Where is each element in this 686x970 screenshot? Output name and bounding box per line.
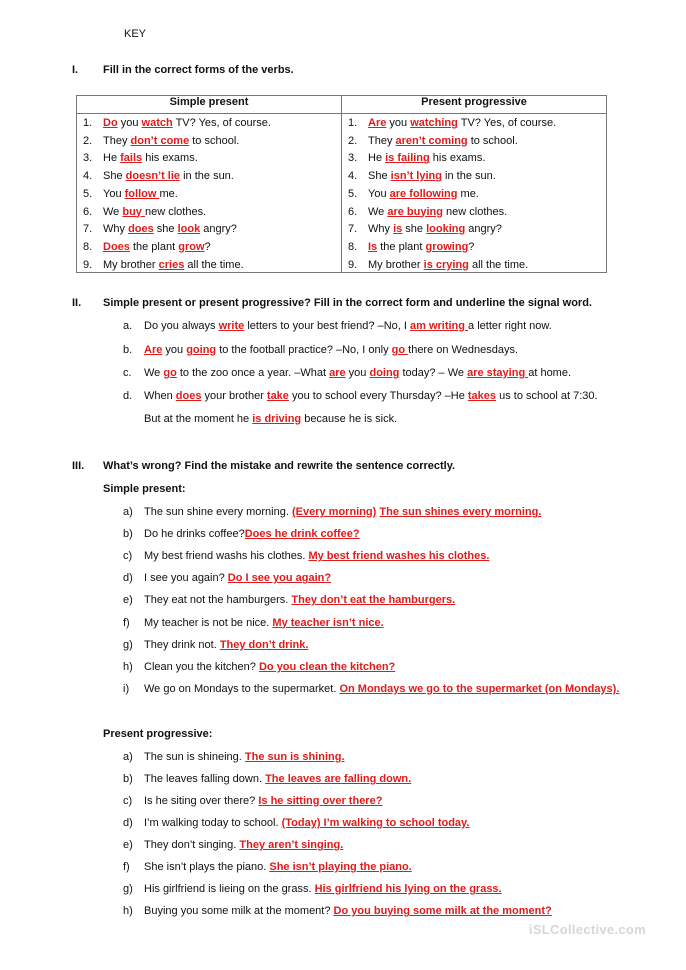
section-3-number: III. [72, 460, 85, 472]
answer-text: grow [178, 240, 205, 253]
item-label: c. [123, 367, 132, 379]
item-label: 9. [348, 258, 358, 271]
present-progressive-row [348, 188, 479, 206]
sentence-text: My best friend washs his clothes. [144, 550, 309, 563]
subheading-simple-present: Simple present: [103, 483, 186, 495]
simple-present-correction [123, 594, 455, 606]
section-3-title: What’s wrong? Find the mistake and rewrite the sentence correctly. [103, 460, 456, 472]
answer-text: does [128, 223, 154, 236]
exercise-2-item [123, 344, 518, 356]
answer-text: is failing [385, 152, 430, 165]
present-progressive-correction [123, 905, 552, 917]
answer-text: are [329, 367, 346, 379]
item-label: 3. [348, 152, 358, 165]
answer-text: growing [425, 240, 469, 253]
answer-text: go [391, 344, 409, 356]
watermark: iSLCollective.com [528, 922, 646, 937]
sentence-text: letters to your best friend? –No, I [244, 320, 410, 332]
sentence-text: She [103, 170, 126, 183]
answer-text: buy [122, 205, 145, 218]
sentence-text: TV? Yes, of course. [457, 117, 557, 129]
answer-text: They don’t drink. [219, 638, 309, 651]
answer-text: (Every morning) [291, 506, 377, 518]
answer-text: Are [144, 344, 163, 356]
answer-text: doing [369, 367, 400, 379]
sentence-text: his exams. [429, 152, 486, 165]
answer-text: is crying [423, 258, 469, 271]
subheading-present-progressive: Present progressive: [103, 728, 213, 740]
item-label: 4. [348, 170, 358, 183]
answer-text: On Mondays we go to the supermarket (on Mondays). [339, 682, 620, 695]
header-simple-present: Simple present [77, 96, 342, 114]
present-progressive-correction [123, 883, 502, 895]
item-label: d) [123, 817, 133, 829]
sentence-text: My brother [103, 258, 159, 271]
sentence-text: You [103, 187, 125, 200]
sentence-text: your brother [201, 390, 267, 402]
present-progressive-correction [123, 773, 411, 785]
answer-text: go [163, 367, 177, 379]
sentence-text: you [117, 117, 142, 129]
sentence-text: TV? Yes, of course. [172, 117, 271, 129]
answer-text: Is [368, 240, 378, 253]
item-label: a) [123, 751, 133, 763]
item-label: 2. [83, 134, 93, 147]
sentence-text: We [368, 205, 388, 218]
exercise-2-item [123, 320, 552, 332]
sentence-text: But at the moment he [144, 413, 253, 425]
answer-text: don’t come [130, 134, 190, 147]
item-label: b) [123, 773, 133, 785]
sentence-text: You [368, 187, 390, 200]
sentence-text: to school. [467, 134, 518, 147]
item-label: 5. [83, 187, 93, 200]
answer-text: aren’t coming [395, 134, 468, 147]
simple-present-row [83, 223, 237, 241]
sentence-text: When [144, 390, 176, 402]
answer-text: are buying [387, 205, 443, 218]
answer-text: They don’t eat the hamburgers. [291, 594, 456, 607]
answer-text: They aren’t singing. [239, 839, 344, 851]
item-label: h) [123, 905, 133, 917]
answer-text: Are [368, 117, 387, 129]
section-1-title: Fill in the correct forms of the verbs. [103, 64, 294, 76]
item-label: f) [123, 861, 130, 873]
answer-text: Is he sitting over there? [258, 795, 383, 807]
sentence-text: she [153, 223, 178, 236]
sentence-text: she [402, 223, 427, 236]
answer-text: are staying [467, 367, 529, 379]
simple-present-row [83, 135, 239, 153]
answer-text: fails [120, 152, 143, 165]
sentence-text: in the sun. [180, 170, 234, 183]
sentence-text: the plant [377, 240, 426, 253]
simple-present-column [77, 114, 341, 272]
item-label: 3. [83, 152, 93, 165]
answer-text: The sun is shining. [244, 751, 345, 763]
sentence-text: you [386, 117, 411, 129]
answer-text: watching [410, 117, 458, 129]
section-2-title: Simple present or present progressive? Fill in the correct form and underline the signal word. [103, 297, 592, 309]
item-label: b) [123, 528, 133, 541]
present-progressive-row [348, 135, 518, 153]
sentence-text: The leaves falling down. [144, 773, 266, 785]
section-2-number: II. [72, 297, 82, 309]
sentence-text: ? [204, 240, 211, 253]
sentence-text: They eat not the hamburgers. [144, 594, 292, 607]
sentence-text: Buying you some milk at the moment? [144, 905, 334, 917]
answer-text: The leaves are falling down. [265, 773, 412, 785]
sentence-text: Do he drinks coffee? [144, 528, 245, 541]
item-label: 1. [348, 117, 358, 129]
answer-text: take [266, 390, 289, 402]
item-label: 8. [83, 240, 93, 253]
simple-present-row [83, 241, 211, 259]
sentence-text: all the time. [468, 258, 529, 271]
sentence-text: My teacher is not be nice. [144, 616, 273, 629]
item-label: 5. [348, 187, 358, 200]
sentence-text: They [368, 134, 396, 147]
item-label: e) [123, 839, 133, 851]
answer-text: write [218, 320, 245, 332]
simple-present-correction [123, 506, 541, 518]
present-progressive-row [348, 259, 528, 277]
item-label: 6. [83, 205, 93, 218]
sentence-text: new clothes. [442, 205, 508, 218]
sentence-text: there on Wednesdays. [408, 344, 519, 356]
sentence-text: me. [159, 187, 178, 200]
item-label: g) [123, 638, 133, 651]
answer-text: My best friend washes his clothes. [308, 550, 490, 563]
sentence-text: to the zoo once a year. –What [176, 367, 330, 379]
answer-text: look [177, 223, 201, 236]
simple-present-correction [123, 550, 489, 562]
sentence-text: the plant [129, 240, 179, 253]
sentence-text: because he is sick. [301, 413, 398, 425]
present-progressive-column [342, 114, 606, 272]
answer-text: doesn’t lie [125, 170, 181, 183]
sentence-text: They don’t singing. [144, 839, 240, 851]
answer-text: are following [389, 187, 458, 200]
sentence-text: in the sun. [441, 170, 496, 183]
simple-present-correction [123, 528, 360, 540]
answer-text: takes [467, 390, 497, 402]
sentence-text: at home. [528, 367, 572, 379]
item-label: 6. [348, 205, 358, 218]
key-label: KEY [124, 28, 147, 40]
simple-present-row [83, 259, 244, 277]
answer-text: does [175, 390, 202, 402]
present-progressive-correction [123, 795, 382, 807]
answer-text: follow [124, 187, 160, 200]
sentence-text: all the time. [184, 258, 244, 271]
sentence-text: to the football practice? –No, I only [216, 344, 392, 356]
exercise-2-item [123, 413, 397, 425]
present-progressive-row [348, 170, 496, 188]
sentence-text: angry? [200, 223, 237, 236]
sentence-text: We [144, 367, 164, 379]
simple-present-correction [123, 572, 331, 584]
sentence-text: new clothes. [144, 205, 207, 218]
exercise-2-item [123, 390, 598, 402]
item-label: d) [123, 572, 133, 585]
sentence-text: I see you again? [144, 572, 228, 585]
simple-present-row [83, 117, 271, 135]
sentence-text: Do you always [144, 320, 219, 332]
sentence-text: Clean you the kitchen? [144, 660, 259, 673]
present-progressive-row [348, 241, 474, 259]
answer-text: is driving [252, 413, 302, 425]
item-label: c) [123, 795, 133, 807]
answer-text: Do [103, 117, 118, 129]
item-label: 7. [348, 223, 358, 236]
answer-text: Do I see you again? [227, 572, 332, 585]
item-label: i) [123, 682, 130, 695]
present-progressive-correction [123, 817, 469, 829]
present-progressive-correction [123, 839, 343, 851]
sentence-text: The sun shine every morning. [144, 506, 292, 518]
sentence-text: you [345, 367, 370, 379]
item-label: 8. [348, 240, 358, 253]
sentence-text: He [368, 152, 386, 165]
sentence-text: They [103, 134, 131, 147]
item-label: a. [123, 320, 133, 332]
answer-text: (Today) I’m walking to school today. [281, 817, 470, 829]
sentence-text: My brother [368, 258, 424, 271]
present-progressive-row [348, 117, 556, 135]
sentence-text: The sun is shineing. [144, 751, 245, 763]
exercise-2-item [123, 367, 571, 379]
item-label: a) [123, 506, 133, 518]
answer-text: She isn’t playing the piano. [269, 861, 412, 873]
present-progressive-row [348, 206, 507, 224]
item-label: c) [123, 550, 133, 563]
simple-present-row [83, 188, 178, 206]
sentence-text: to school. [189, 134, 240, 147]
item-label: 9. [83, 258, 93, 271]
item-label: h) [123, 660, 133, 673]
answer-text: The sun shines every morning. [379, 506, 542, 518]
sentence-text: you [162, 344, 187, 356]
sentence-text: me. [457, 187, 479, 200]
sentence-text: us to school at 7:30. [496, 390, 598, 402]
sentence-text: We [103, 205, 123, 218]
simple-present-row [83, 206, 206, 224]
item-label: d. [123, 390, 133, 402]
answer-text: looking [426, 223, 466, 236]
simple-present-row [83, 170, 234, 188]
sentence-text: his exams. [142, 152, 198, 165]
sentence-text: Is he siting over there? [144, 795, 259, 807]
simple-present-correction [123, 683, 619, 695]
answer-text: Does [103, 240, 130, 253]
sentence-text: Why [368, 223, 394, 236]
sentence-text: you to school every Thursday? –He [288, 390, 468, 402]
answer-text: Do you clean the kitchen? [258, 660, 396, 673]
simple-present-correction [123, 617, 384, 629]
present-progressive-row [348, 223, 502, 241]
sentence-text: Why [103, 223, 129, 236]
sentence-text: a letter right now. [468, 320, 552, 332]
header-present-progressive: Present progressive [342, 96, 607, 114]
sentence-text: today? – We [399, 367, 468, 379]
answer-text: Does he drink coffee? [244, 528, 360, 541]
item-label: 4. [83, 170, 93, 183]
item-label: 1. [83, 117, 93, 129]
answer-text: My teacher isn’t nice. [272, 616, 384, 629]
sentence-text: She [368, 170, 391, 183]
item-label: 7. [83, 223, 93, 236]
sentence-text: We go on Mondays to the supermarket. [144, 682, 340, 695]
item-label: e) [123, 594, 133, 607]
section-1-number: I. [72, 64, 79, 76]
present-progressive-correction [123, 751, 345, 763]
answer-text: His girlfriend his lying on the grass. [314, 883, 502, 895]
item-label: f) [123, 616, 130, 629]
simple-present-correction [123, 639, 308, 651]
sentence-text: ? [468, 240, 475, 253]
simple-present-correction [123, 661, 395, 673]
answer-text: watch [141, 117, 173, 129]
simple-present-row [83, 152, 198, 170]
sentence-text: He [103, 152, 121, 165]
sentence-text: angry? [465, 223, 502, 236]
sentence-text: I’m walking today to school. [144, 817, 282, 829]
present-progressive-row [348, 152, 485, 170]
answer-text: cries [158, 258, 185, 271]
item-label: 2. [348, 134, 358, 147]
sentence-text: She isn’t plays the piano. [144, 861, 270, 873]
answer-text: is [393, 223, 403, 236]
answer-text: am writing [409, 320, 469, 332]
item-label: g) [123, 883, 133, 895]
sentence-text: His girlfriend is lieing on the grass. [144, 883, 315, 895]
answer-text: going [186, 344, 217, 356]
answer-text: isn’t lying [390, 170, 442, 183]
verb-forms-table [76, 95, 607, 273]
item-label: b. [123, 344, 133, 356]
present-progressive-correction [123, 861, 412, 873]
sentence-text: They drink not. [144, 638, 220, 651]
answer-text: Do you buying some milk at the moment? [333, 905, 552, 917]
